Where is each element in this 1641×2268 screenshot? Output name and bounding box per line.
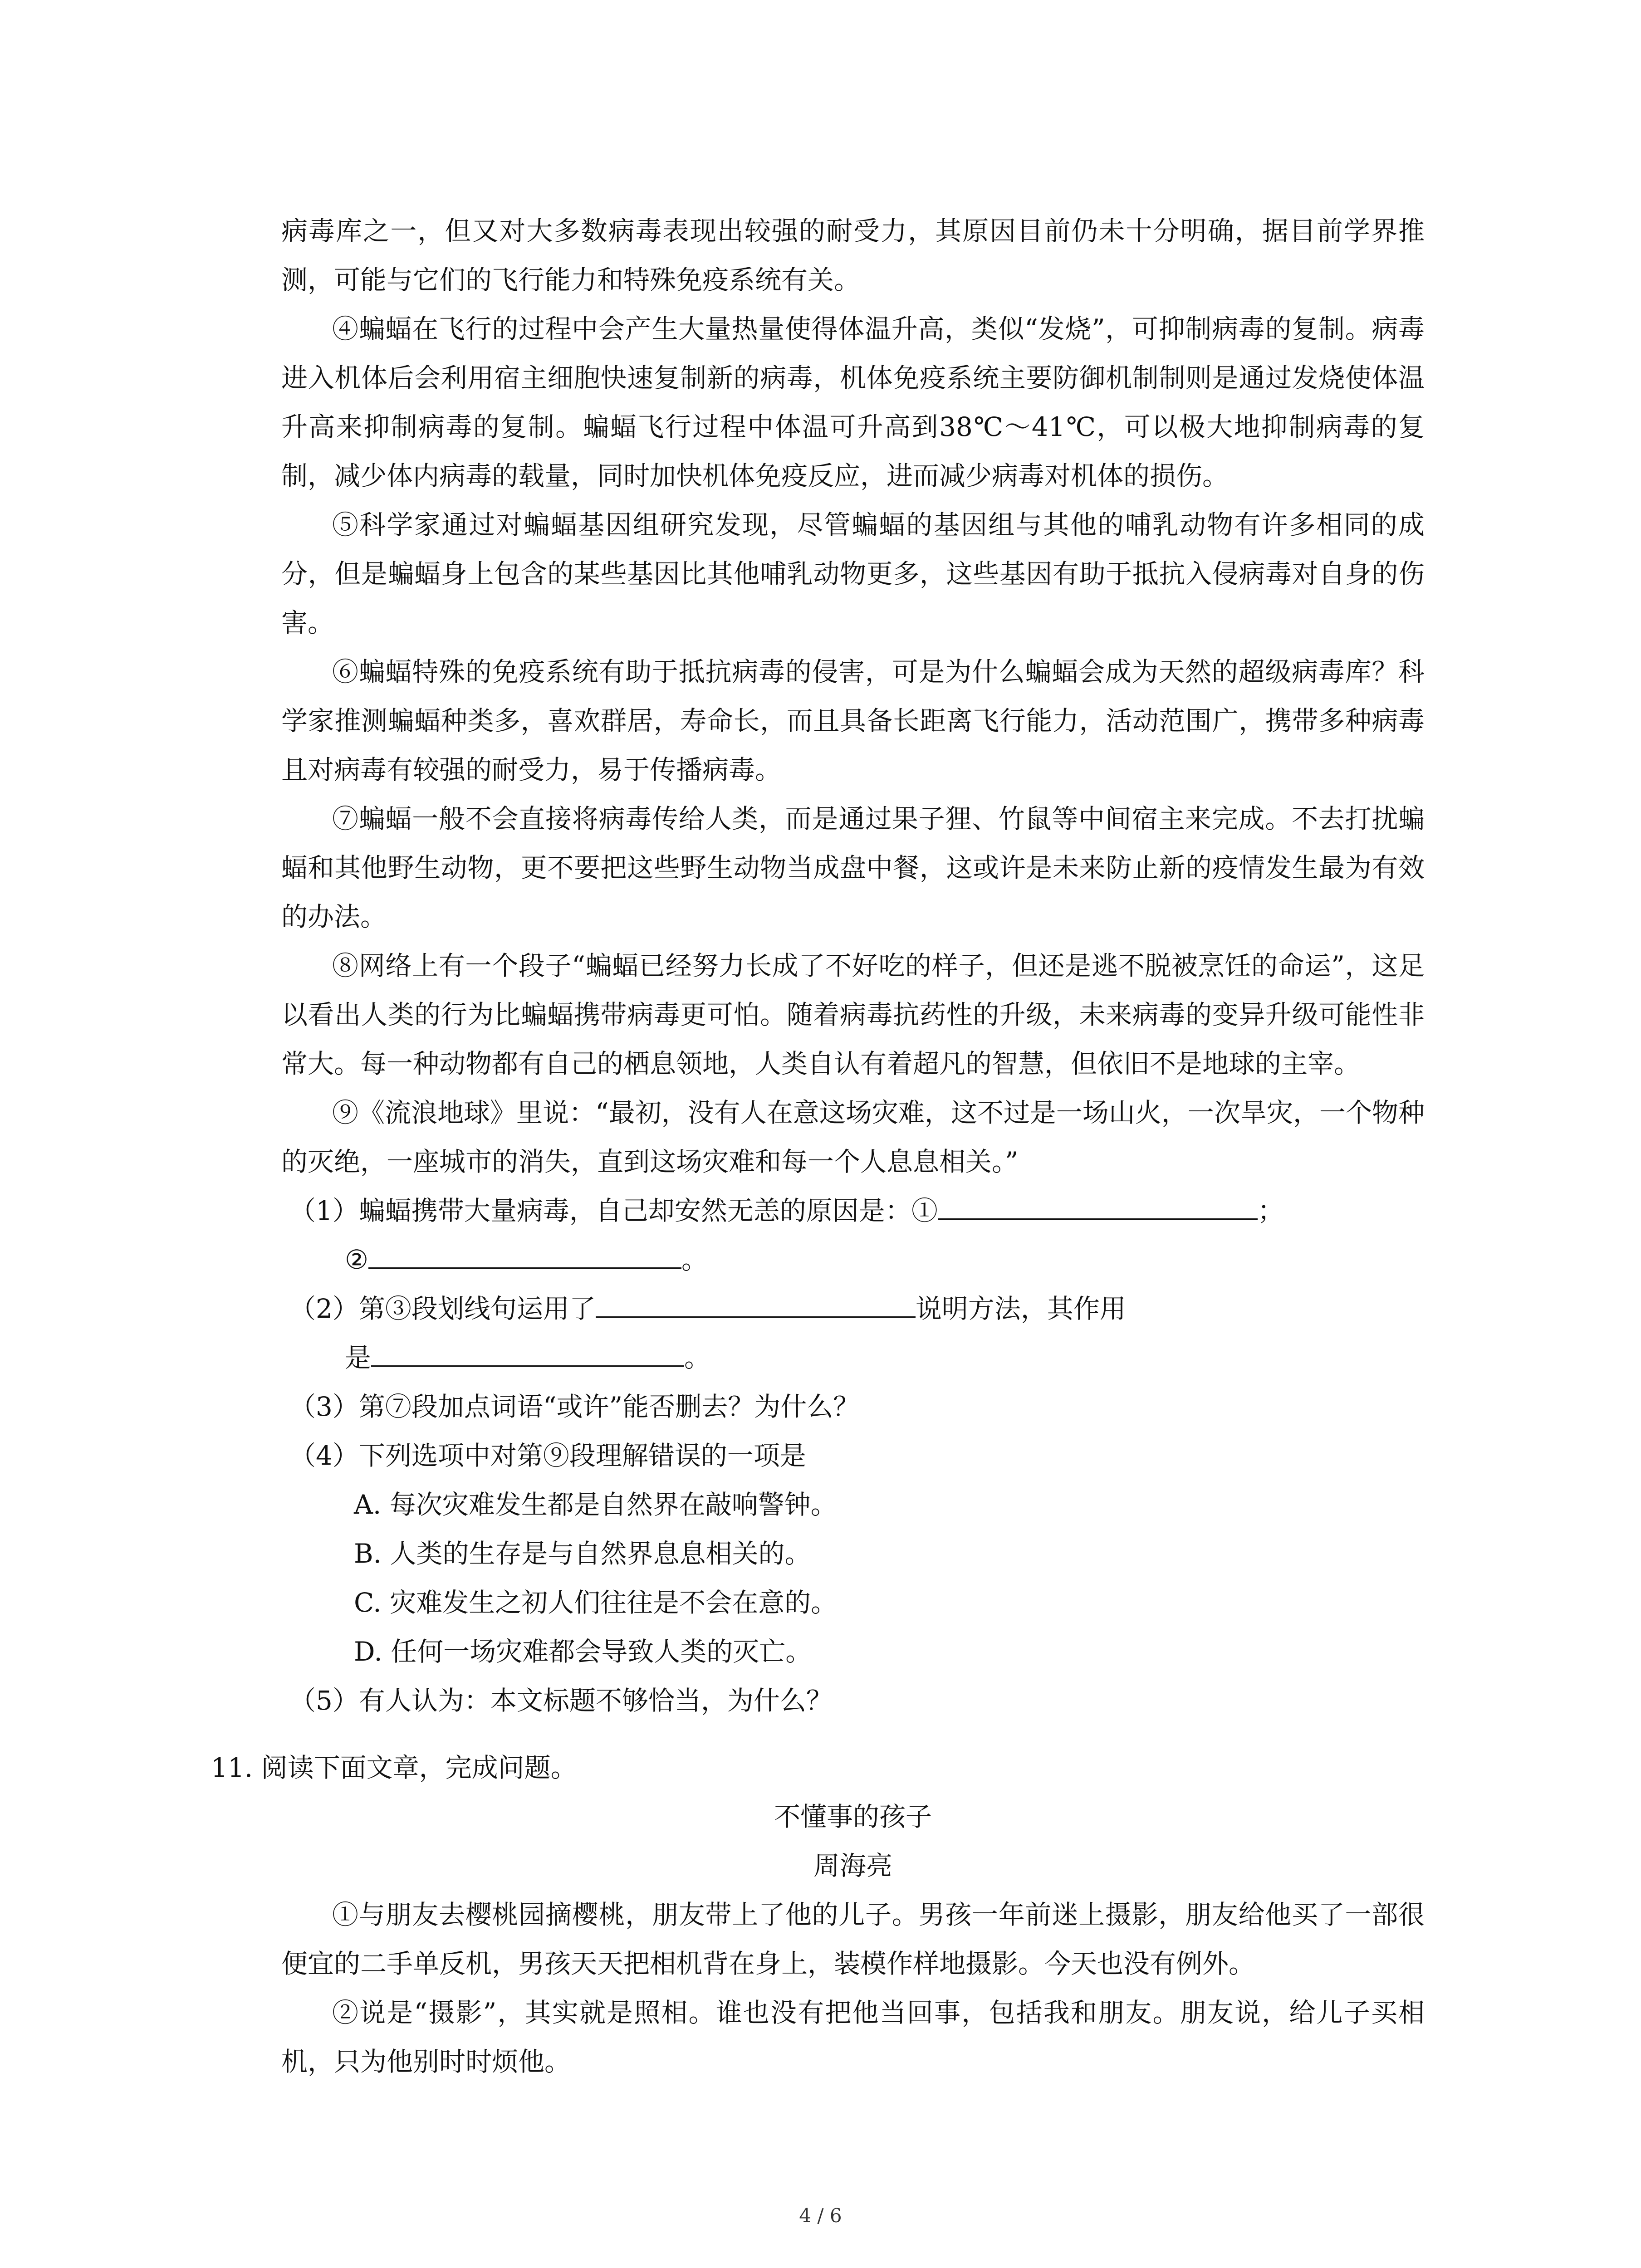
article-author: 周海亮: [813, 1850, 892, 1881]
question-4: （4）下列选项中对第⑨段理解错误的一项是: [289, 1440, 806, 1471]
question-1: （1）蝙蝠携带大量病毒，自己却安然无恙的原因是：① ；: [281, 1186, 1425, 1235]
answer-blank[interactable]: [596, 1289, 916, 1318]
document-page: [211, 206, 1425, 2086]
article-paragraph: ①与朋友去樱桃园摘樱桃，朋友带上了他的儿子。男孩一年前迷上摄影，朋友给他买了一部很便宜的二手单反机，男孩天天把相机背在身上，装模作样地摄影。今天也没有例外。: [281, 1899, 1425, 1979]
question-11-prompt: 11. 阅读下面文章，完成问题。: [211, 1752, 577, 1783]
question-2: （2）第③段划线句运用了 说明方法，其作用: [281, 1284, 1425, 1333]
answer-blank[interactable]: [938, 1191, 1258, 1220]
option-c: C. 灾难发生之初人们往往是不会在意的。: [354, 1587, 838, 1618]
page-number: 4 / 6: [799, 2204, 842, 2227]
passage-paragraph: ⑤科学家通过对蝙蝠基因组研究发现，尽管蝙蝠的基因组与其他的哺乳动物有许多相同的成分，但是蝙蝠身上包含的某些基因比其他哺乳动物更多，这些基因有助于抵抗入侵病毒对自身的伤害。: [281, 509, 1425, 638]
question-2-continued: 是 。: [281, 1333, 1425, 1382]
question-1-continued: ② 。: [281, 1235, 1425, 1284]
passage-paragraph: ⑥蝙蝠特殊的免疫系统有助于抵抗病毒的侵害，可是为什么蝙蝠会成为天然的超级病毒库？科学家推测蝙蝠种类多，喜欢群居，寿命长，而且具备长距离飞行能力，活动范围广，携带多种病毒且对病毒有较强的耐受力，易于传播病毒。: [281, 656, 1425, 785]
option-d: D. 任何一场灾难都会导致人类的灭亡。: [354, 1636, 812, 1667]
passage-paragraph: 病毒库之一，但又对大多数病毒表现出较强的耐受力，其原因目前仍未十分明确，据目前学界推测，可能与它们的飞行能力和特殊免疫系统有关。: [281, 215, 1425, 295]
article-title: 不懂事的孩子: [774, 1801, 932, 1832]
answer-blank[interactable]: [368, 1240, 681, 1269]
question-3: （3）第⑦段加点词语“或许”能否删去？为什么？: [289, 1391, 860, 1422]
answer-blank[interactable]: [371, 1338, 684, 1367]
option-b: B. 人类的生存是与自然界息息相关的。: [354, 1538, 811, 1569]
question-5: （5）有人认为：本文标题不够恰当，为什么？: [289, 1685, 833, 1716]
passage-paragraph: ⑦蝙蝠一般不会直接将病毒传给人类，而是通过果子狸、竹鼠等中间宿主来完成。不去打扰蝙蝠和其他野生动物，更不要把这些野生动物当成盘中餐，这或许是未来防止新的疫情发生最为有效的办法。: [281, 803, 1425, 932]
passage-paragraph: ⑨《流浪地球》里说：“最初，没有人在意这场灾难，这不过是一场山火，一次旱灾，一个物种的灭绝，一座城市的消失，直到这场灾难和每一个人息息相关。”: [281, 1097, 1425, 1177]
option-a: A. 每次灾难发生都是自然界在敲响警钟。: [354, 1489, 837, 1520]
article-paragraph: ②说是“摄影”，其实就是照相。谁也没有把他当回事，包括我和朋友。朋友说，给儿子买相机，只为他别时时烦他。: [281, 1997, 1425, 2077]
passage-paragraph: ④蝙蝠在飞行的过程中会产生大量热量使得体温升高，类似“发烧”，可抑制病毒的复制。病毒进入机体后会利用宿主细胞快速复制新的病毒，机体免疫系统主要防御机制制则是通过发烧使体温升高来抑制病毒的复制。蝙蝠飞行过程中体温可升高到38℃～41℃，可以极大地抑制病毒的复制，减少体内病毒的载量，同时加快机体免疫反应，进而减少病毒对机体的损伤。: [281, 313, 1425, 491]
passage-paragraph: ⑧网络上有一个段子“蝙蝠已经努力长成了不好吃的样子，但还是逃不脱被烹饪的命运”，这足以看出人类的行为比蝙蝠携带病毒更可怕。随着病毒抗药性的升级，未来病毒的变异升级可能性非常大。每一种动物都有自己的栖息领地，人类自认有着超凡的智慧，但依旧不是地球的主宰。: [281, 950, 1425, 1079]
